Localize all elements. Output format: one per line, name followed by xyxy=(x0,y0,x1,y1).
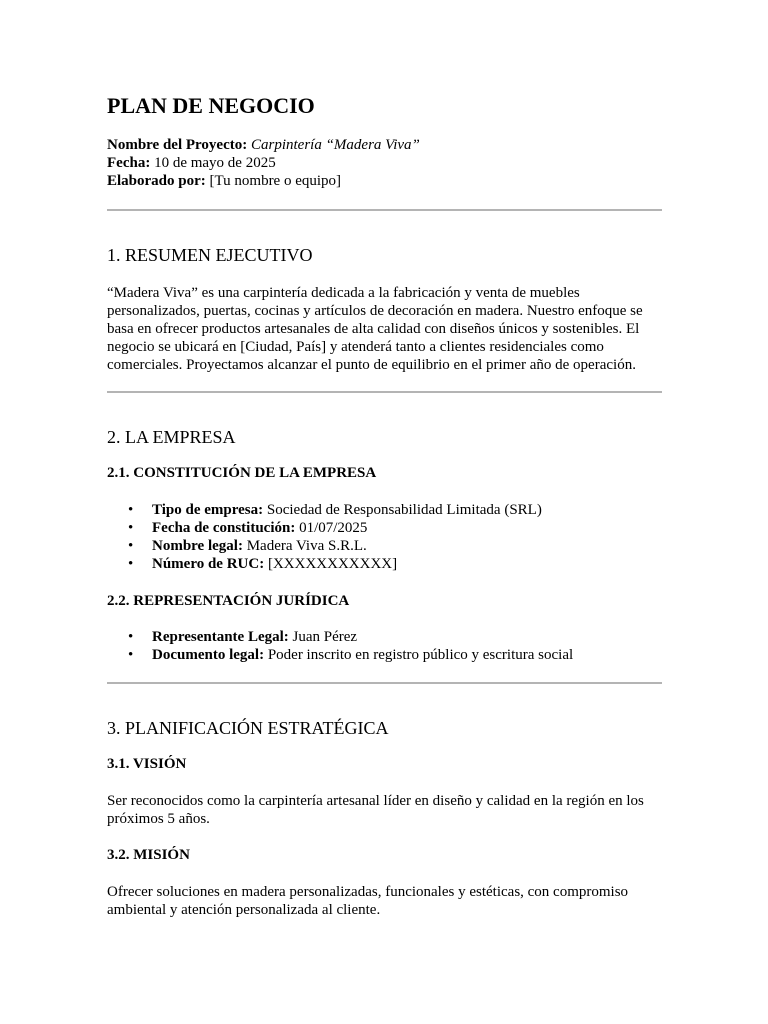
list-item-value: 01/07/2025 xyxy=(299,520,368,536)
list-item-label: Tipo de empresa: xyxy=(152,502,264,518)
meta-author xyxy=(107,172,662,190)
meta-project xyxy=(107,136,662,154)
document-meta xyxy=(107,136,662,190)
list-item-value: Madera Viva S.R.L. xyxy=(246,538,367,554)
bullet-icon: • xyxy=(128,538,134,554)
mission-paragraph: Ofrecer soluciones en madera personalizadas, funcionales y estéticas, con compromiso ambiental y atención personalizada al cliente. xyxy=(107,884,629,918)
constitution-list xyxy=(107,501,662,573)
list-item-value: Poder inscrito en registro público y escritura social xyxy=(267,647,574,663)
list-item xyxy=(107,501,662,519)
subsection-3-1-heading: 3.1. VISIÓN xyxy=(107,756,187,772)
bullet-icon: • xyxy=(128,629,134,645)
list-item-value: [XXXXXXXXXXX] xyxy=(267,556,398,572)
meta-project-value: Carpintería “Madera Viva” xyxy=(251,137,420,153)
document-title: PLAN DE NEGOCIO xyxy=(107,93,315,118)
list-item-label: Representante Legal: xyxy=(152,629,289,645)
list-item-label: Nombre legal: xyxy=(152,538,243,554)
section-divider xyxy=(107,391,662,393)
list-item xyxy=(107,555,662,573)
meta-date-value: 10 de mayo de 2025 xyxy=(154,155,276,171)
document-page xyxy=(107,92,662,919)
subsection-2-1-heading: 2.1. CONSTITUCIÓN DE LA EMPRESA xyxy=(107,465,377,481)
meta-author-label: Elaborado por: xyxy=(107,173,206,189)
subsection-3-2-heading: 3.2. MISIÓN xyxy=(107,847,190,863)
list-item-value: Sociedad de Responsabilidad Limitada (SRL) xyxy=(266,502,542,518)
bullet-icon: • xyxy=(128,647,134,663)
section-3-heading: 3. PLANIFICACIÓN ESTRATÉGICA xyxy=(107,718,389,738)
meta-date-label: Fecha: xyxy=(107,155,151,171)
list-item xyxy=(107,519,662,537)
bullet-icon: • xyxy=(128,556,134,572)
section-divider xyxy=(107,209,662,211)
bullet-icon: • xyxy=(128,502,134,518)
list-item xyxy=(107,646,662,664)
vision-paragraph: Ser reconocidos como la carpintería artesanal líder en diseño y calidad en la región en los próximos 5 años. xyxy=(107,793,644,827)
section-divider xyxy=(107,682,662,684)
list-item-label: Documento legal: xyxy=(152,647,265,663)
section-2-heading: 2. LA EMPRESA xyxy=(107,427,236,447)
legal-representation-list xyxy=(107,628,662,664)
list-item xyxy=(107,628,662,646)
meta-project-label: Nombre del Proyecto: xyxy=(107,137,248,153)
meta-date xyxy=(107,154,662,172)
subsection-2-2-heading: 2.2. REPRESENTACIÓN JURÍDICA xyxy=(107,593,350,609)
section-1-paragraph: “Madera Viva” es una carpintería dedicada a la fabricación y venta de muebles personalizados, puertas, cocinas y artículos de decoración en madera. Nuestro enfoque se basa en ofrecer productos artesanales de alta calidad con diseños únicos y sostenibles. El negocio se ubicará en [Ciudad, País] y atenderá tanto a clientes residenciales como comerciales. Proyectamos alcanzar el punto de equilibrio en el primer año de operación. xyxy=(107,285,643,373)
meta-author-value: [Tu nombre o equipo] xyxy=(209,173,342,189)
list-item xyxy=(107,537,662,555)
list-item-label: Fecha de constitución: xyxy=(152,520,296,536)
list-item-label: Número de RUC: xyxy=(152,556,265,572)
list-item-value: Juan Pérez xyxy=(292,629,358,645)
bullet-icon: • xyxy=(128,520,134,536)
section-1-heading: 1. RESUMEN EJECUTIVO xyxy=(107,245,313,265)
